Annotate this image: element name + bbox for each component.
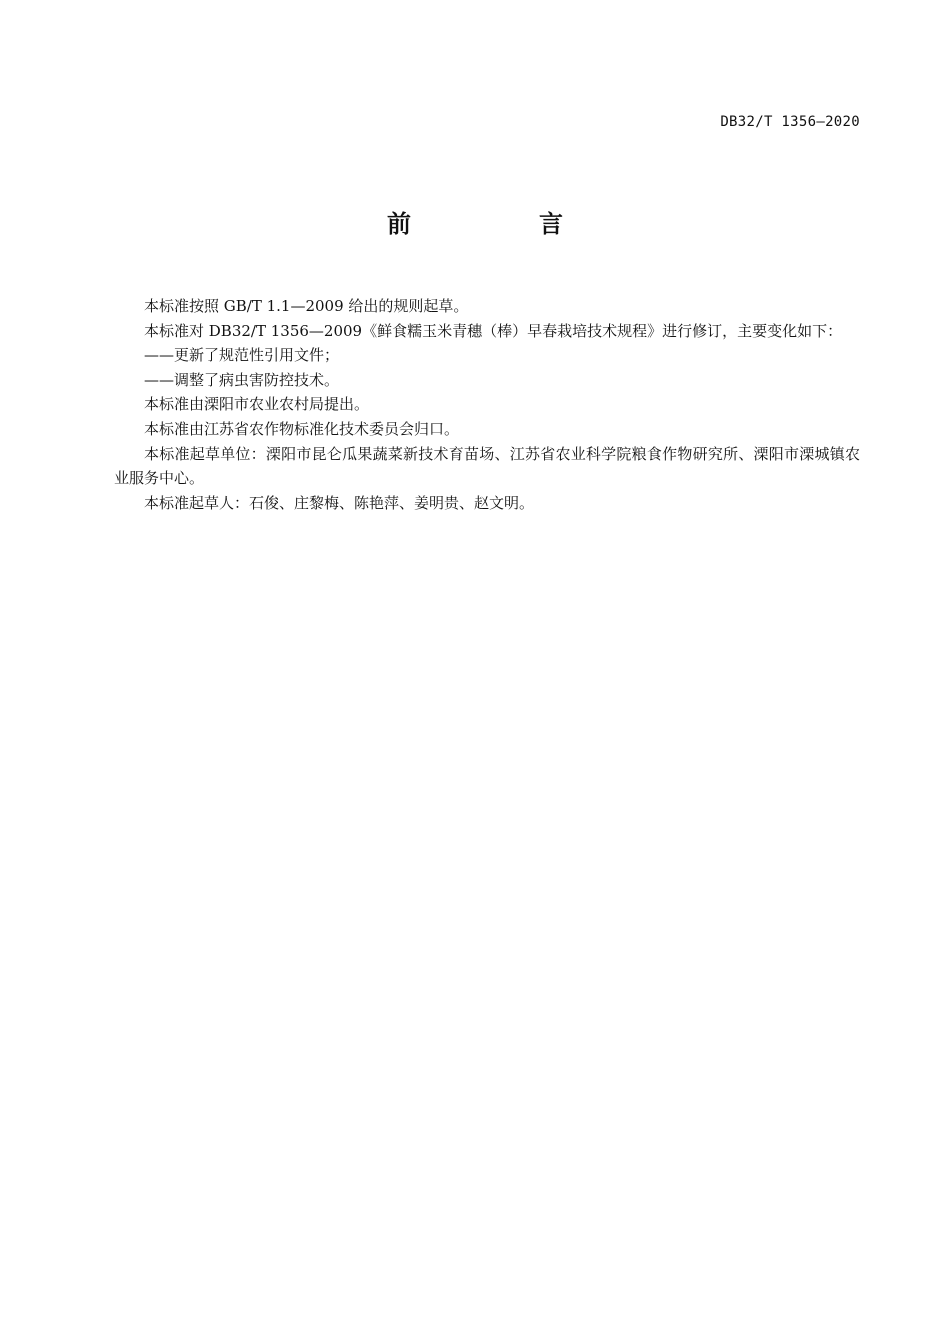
list-item-references: ——更新了规范性引用文件； bbox=[144, 346, 340, 365]
paragraph-drafting-rules: 本标准按照 GB/T 1.1—2009 给出的规则起草。 bbox=[144, 297, 469, 315]
foreword-body bbox=[114, 294, 860, 515]
standard-code: DB32/T 1356—2020 bbox=[720, 114, 860, 130]
paragraph-drafting-units: 本标准起草单位：溧阳市昆仑瓜果蔬菜新技术育苗场、江苏省农业科学院粮食作物研究所、溧阳市溧城镇农业服务中心。 bbox=[114, 444, 860, 488]
paragraph-proposer: 本标准由溧阳市农业农村局提出。 bbox=[144, 395, 370, 414]
paragraph-drafters: 本标准起草人：石俊、庄黎梅、陈艳萍、姜明贵、赵文明。 bbox=[144, 493, 535, 512]
list-item-pest-control: ——调整了病虫害防控技术。 bbox=[144, 370, 340, 389]
paragraph-committee: 本标准由江苏省农作物标准化技术委员会归口。 bbox=[144, 419, 460, 438]
page-title: 前 言 bbox=[387, 210, 615, 238]
paragraph-revision-summary: 本标准对 DB32/T 1356—2009《鲜食糯玉米青穗（棒）早春栽培技术规程》进行修订，主要变化如下： bbox=[144, 321, 843, 340]
